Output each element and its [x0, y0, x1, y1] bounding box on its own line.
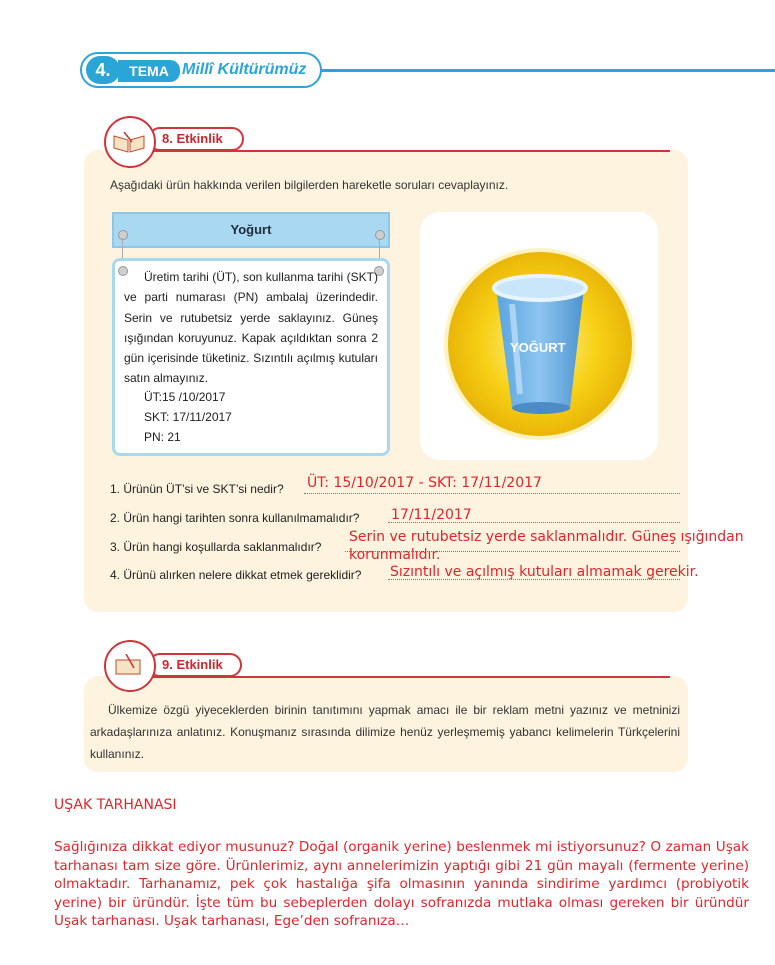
unit-number: 4.	[86, 56, 120, 84]
yogurt-card-title: Yoğurt	[112, 212, 390, 248]
answer-2[interactable]: 17/11/2017	[391, 507, 472, 523]
yogurt-card-values	[144, 387, 232, 447]
activity9-badge	[104, 640, 156, 692]
question-4: 4. Ürünü alırken nelere dikkat etmek gereklidir?	[110, 568, 362, 582]
batch-number: PN: 21	[144, 430, 181, 444]
pin-right-icon	[375, 230, 385, 240]
activity8-label: 8. Etkinlik	[148, 127, 244, 151]
question-2: 2. Ürün hangi tarihten sonra kullanılmamalıdır?	[110, 511, 360, 525]
activity9-instruction: Ülkemize özgü yiyeceklerden birinin tanıtımını yapmak amacı ile bir reklam metni yazınız ve metninizi arkadaşlarınıza anlatınız. Konuşmanız sırasında dilimize henüz yerleşmemiş yabancı kelimelerin Türkçelerini kullanınız.	[90, 703, 680, 761]
answer-4[interactable]: Sızıntılı ve açılmış kutuları almamak gerekir.	[390, 564, 699, 580]
question-1: 1. Ürünün ÜT’si ve SKT’si nedir?	[110, 482, 284, 496]
expiry-date: SKT: 17/11/2017	[144, 410, 232, 424]
activity9-label: 9. Etkinlik	[148, 653, 242, 677]
yogurt-image-frame	[420, 212, 658, 460]
yogurt-card-text: Üretim tarihi (ÜT), son kullanma tarihi (SKT) ve parti numarası (PN) ambalaj üzerindedir. Serin ve rutubetsiz yerde saklayınız. Güneş ışığından koruyunuz. Kapak açıldıktan sonra 2 gün içerisinde tüketiniz. Sızıntılı açılmış kutuları satın almayınız.	[124, 270, 378, 386]
answer9-body[interactable]: Sağlığınıza dikkat ediyor musunuz? Doğal (organik yerine) beslenmek mi istiyorsunuz? O zaman Uşak tarhanası tam size göre. Ürünlerimiz, aynı annelerimizin yaptığı gibi 21 gün mayalı (fermente yerine) olmaktadır. Tarhanamız, pek çok hastalığa şifa olmasının yanında sindirime yardımcı (probiyotik yerine) bir üründür. İşte tüm bu sebeplerden dolayı sofranızda mutlaka olması gereken bir üründür Uşak tarhanası. Uşak tarhanası, Ege’den sofranıza…	[54, 839, 749, 930]
activity8-instruction: Aşağıdaki ürün hakkında verilen bilgilerden hareketle soruları cevaplayınız.	[110, 178, 509, 192]
production-date: ÜT:15 /10/2017	[144, 390, 226, 404]
answer-3[interactable]: Serin ve rutubetsiz yerde saklanmalıdır. Güneş ışığından korunmalıdır.	[349, 529, 744, 563]
unit-word: TEMA	[118, 60, 180, 82]
activity8-badge	[104, 116, 156, 168]
cup-label: YOĞURT	[510, 340, 566, 355]
question-3: 3. Ürün hangi koşullarda saklanmalıdır?	[110, 540, 322, 554]
header-rule	[300, 69, 775, 72]
pencil-paper-icon	[112, 654, 146, 678]
yogurt-cup-image	[420, 212, 658, 460]
unit-title: Millî Kültürümüz	[182, 61, 307, 78]
pin-left-icon	[118, 230, 128, 240]
answer9-title: UŞAK TARHANASI	[54, 797, 177, 813]
answer-line-1	[304, 492, 680, 494]
open-book-icon	[112, 130, 146, 154]
answer-1[interactable]: ÜT: 15/10/2017 - SKT: 17/11/2017	[307, 475, 542, 491]
